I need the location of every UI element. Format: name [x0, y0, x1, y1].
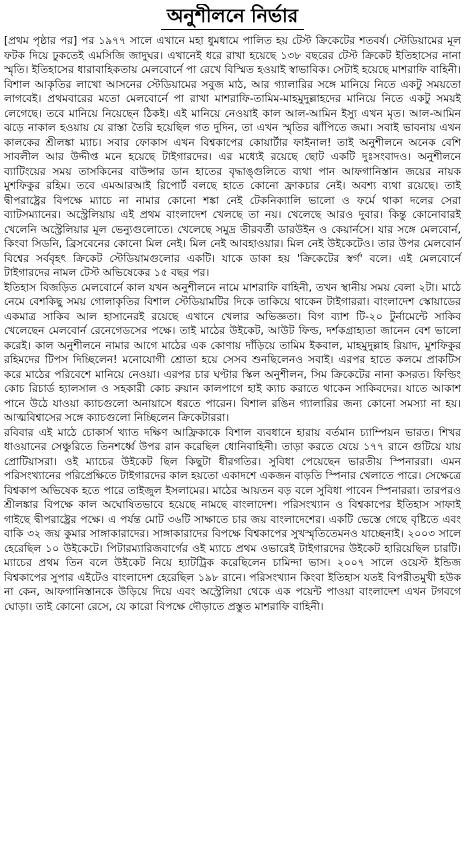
article-paragraph-1	[4, 34, 461, 281]
article-paragraph-2	[4, 281, 461, 426]
headline	[4, 4, 461, 30]
continuation-label: [প্রথম পৃষ্ঠার পর]	[4, 35, 78, 47]
article-body	[4, 34, 461, 614]
paragraph-3-text: রবিবার এই মাঠে চোকার্স খ্যাত দক্ষিণ আফ্রিকাকে বিশাল ব্যবধানে হারায় বর্তমান চ্যাম্পিয়ন ভারত। শিখর ধাওয়ানের সেঞ্চুরিতে তিনশর্ধ্বে উপর রান করেছিল ধোনিবাহিনী। তাড়া করতে যেয়ে ১৭৭ রানে গুটিয়ে যায় প্রোটিয়াসরা। ওই ম্যাচের উইকেট ছিল কিছুটা ধীরগতির। সুবিধা পেয়েছেন ভারতীয় স্পিনাররা। এমন পরিসংখ্যানের পরিপ্রেক্ষিতে টাইগারদের কাল হয়তো একাদশে একজন বাড়তি স্পিনার খেলাতে পারে। সেক্ষেত্রে বিশ্বকাপ অভিষেক হতে পারে তাইজুল ইসলামের। মাঠের আয়তন বড় বলে সুবিধা পাবেন স্পিনাররা। তারপরও শ্রীলঙ্কার বিপক্ষে কাল অঘোষিতভাবে হয়েছে নামছে বাংলাদেশ। পরিসংখ্যান ও বিশ্বকাপের ইতিহাস সাফাই গাইছে দ্বীপরাষ্ট্রের পক্ষে। এ পর্যন্ত মোট ৩৬টি সাক্ষাতে চার জয় বাংলাদেশের। একটি ভেস্তে গেছে বৃষ্টিতে এবং বাকি ৩২ জয় কুমার সাঙ্গাকারাদের। সাঙ্গাকারাদের বিপক্ষে বিশ্বকাপের সুখস্মৃতিতেমনও যাচ্ছেনাই। ২০০৩ সালে হেরেছিল ১০ উইকেটে। পিটারম্যারিজবার্গের ওই ম্যাচে প্রথম ওভারেই টাইগারদের উইকেট হারিয়েছিল চারটি। ম্যাচের প্রথম তিন বলে উইকেট নিয়ে হ্যাটট্রিক করেছিলেন চামিন্দা ভাস। ২০০৭ সালে ওয়েস্ট ইন্ডিজ বিশ্বকাপের সুপার এইটেও বাংলাদেশ হেরেছিল ১৯৮ রানে। পরিসংখ্যান কিংবা ইতিহাস যতই বিপরীতমুখী হউক না কেন, আফগানিস্তানকে উড়িয়ে দিয়ে এবং অস্ট্রেলিয়া থেকে এক পয়েন্ট পাওয়া বাংলাদেশ এখন টগবগে ঘোড়া। তাই কোনো রেসে, যে কারো বিপক্ষে দৌড়াতে প্রস্তুত মাশরাফি বাহিনী।	[4, 426, 461, 613]
headline-text: অনুশীলনে নির্ভার	[161, 4, 304, 30]
paragraph-1-text: পর ১৯৭৭ সালে এখানে মহা ধুমধামে পালিত হয় টেস্ট ক্রিকেটের শতবর্ষ। স্টেডিয়ামের মূল ফটক দিয়ে ঢুকতেই এমসিজি জাদুঘর। এখানেই ধরে রাখা হয়েছে ১৩৮ বছরের টেস্ট ক্রিকেট ইতিহাসের নানা স্মৃতি। ইতিহাসের ধারাবাহিকতায় মেলবোর্নে পা রেখে বিস্মিত হওয়াই স্বাভাবিক। সেটাই হয়েছে মাশরাফি বাহিনী। বিশাল আকৃতির লাখো আসনের স্টেডিয়ামের সবুজ মাঠ, আর গ্যালারির সঙ্গে মানিয়ে নিতে একটু সময়তো লাগবেই। প্রথমবারের মতো মেলবোর্নে পা রাখা মাশরাফি-তামিম-মাহমুদুল্লাহদের মানিয়ে নিতে একটু সময়ই লেগেছে। তবে মানিয়ে নিয়েছেন ঠিকই। এই মানিয়ে নেওয়াই কাল আল-আমিন ইস্যু এখন মৃত। আল-আমিন ঝড়ে নাকাল হওয়ায় যে রাস্তা তৈরি হয়েছিল গত দুদিন, তা এখন স্মৃতির ঝাঁপিতে জমা। সবাই ভাবনায় এখন কালকের শ্রীলঙ্কা ম্যাচ। সবার ফোকাস এখন বিশ্বকাপের কোয়ার্টার ফাইনাল! তাই অনুশীলনে অনেক বেশি সাবলীল আর উদ্দীপ্ত মনে হয়েছে টাইগারদের। এর মধ্যেই রয়েছে ছোট একটি দুঃসংবাদও। অনুশীলনে ব্যাটিংয়ের সময় তাসকিনের বাউন্সার ডান হাতের বৃদ্ধাঙ্গুলিতে ব্যথা পান আফগানিস্তান জয়ের নায়ক মুশফিকুর রহিম। তবে এমআরআই রিপোর্ট বলছে হাতে কোনো ফ্রাকচার নেই। অবশ্য ব্যথা রয়েছে। তাই দ্বীপরাষ্ট্রের বিপক্ষে ম্যাচে না নামার কোনো শঙ্কা নেই টেকনিক্যালি ভালো ও ফর্মে থাকা দলের সেরা ব্যাটসম্যানের। অস্ট্রেলিয়ায় এই প্রথম বাংলাদেশ খেলছে তা নয়। খেলেছে আরও দুবার। কিন্তু কোনোবারই খেলেনি অস্ট্রেলিয়ার মূল ভেন্যুগুলোতে। খেলেছে সমুদ্র তীরবর্তী ডারউইন ও কেয়ার্নসে। যার সঙ্গে মেলবোর্ন, কিংবা সিডনি, ব্রিসবেনের কোনো মিল নেই। মিল নেই আবহাওয়ার। মিল নেই উইকেটেও। তার উপর মেলবোর্ন বিশ্বের সর্ববৃহৎ ক্রিকেট স্টেডিয়ামগুলোর একটি। যাকে ডাকা হয় 'ক্রিকেটের স্বর্গ' বলে। এই মেলবোর্নে টাইগারদের নামল টেস্ট অভিষেকের ১৫ বছর পর।	[4, 35, 461, 279]
paragraph-2-text: ইতিহাস বিজড়িত মেলবোর্নে কাল যখন অনুশীলনে নামে মাশরাফি বাহিনী, তখন স্থানীয় সময় বেলা ২টা। মাঠে নেমে বেশকিছু সময় গোলাকৃতির বিশাল স্টেডিয়ামটির দিকে তাকিয়ে থাকেন টাইগাররা। বাংলাদেশ স্কোয়াডের একমাত্র সাকিব আল হাসানেরই রয়েছে এখানে খেলার অভিজ্ঞতা। বিগ ব্যাশ টি-২০ টুর্নামেন্টে সাকিব খেলেছেন মেলবোর্ন রেনেগেডসের পক্ষে। তাই মাঠের উইকেট, আউট ফিল্ড, দর্শকগ্রাহ্যতা জানেন বেশ ভালো করেই। কাল অনুশীলনে নামার আগে মাঠের এক কোণায় দাঁড়িয়ে তামিম ইকবাল, মাহমুদুল্লাহ রিয়াদ, মুশফিকুর রহিমদের টিপস দিচ্ছিলেন! মনোযোগী শ্রোতা হয়ে সেসব শুনছিলেনও সবাই। এরপর হাতে কলমে প্রাকটিস করে মাঠের পরিবেশে মানিয়ে নেওয়া। এরপর চার ঘণ্টার স্কিল অনুশীলন, সিম ক্রিকেটের নানা কসরত। ফিল্ডিং কোচ রিচার্ড হ্যালসাল ও সহকারী কোচ রুয়ান কালপাগে হাই ক্যাচ করাতে থাকেন সাকিবদের। যাতে আকাশ পানে উঠে যাওয়া ক্যাচগুলো অনায়াসে ধরতে পারেন। বিশাল রঙিন গ্যালারির জন্য কোনো সমস্যা না হয়। আত্মবিশ্বাসের সঙ্গে ক্যাচগুলো নিচ্ছিলেন ক্রিকেটাররা।	[4, 281, 461, 424]
article-paragraph-3	[4, 426, 461, 615]
